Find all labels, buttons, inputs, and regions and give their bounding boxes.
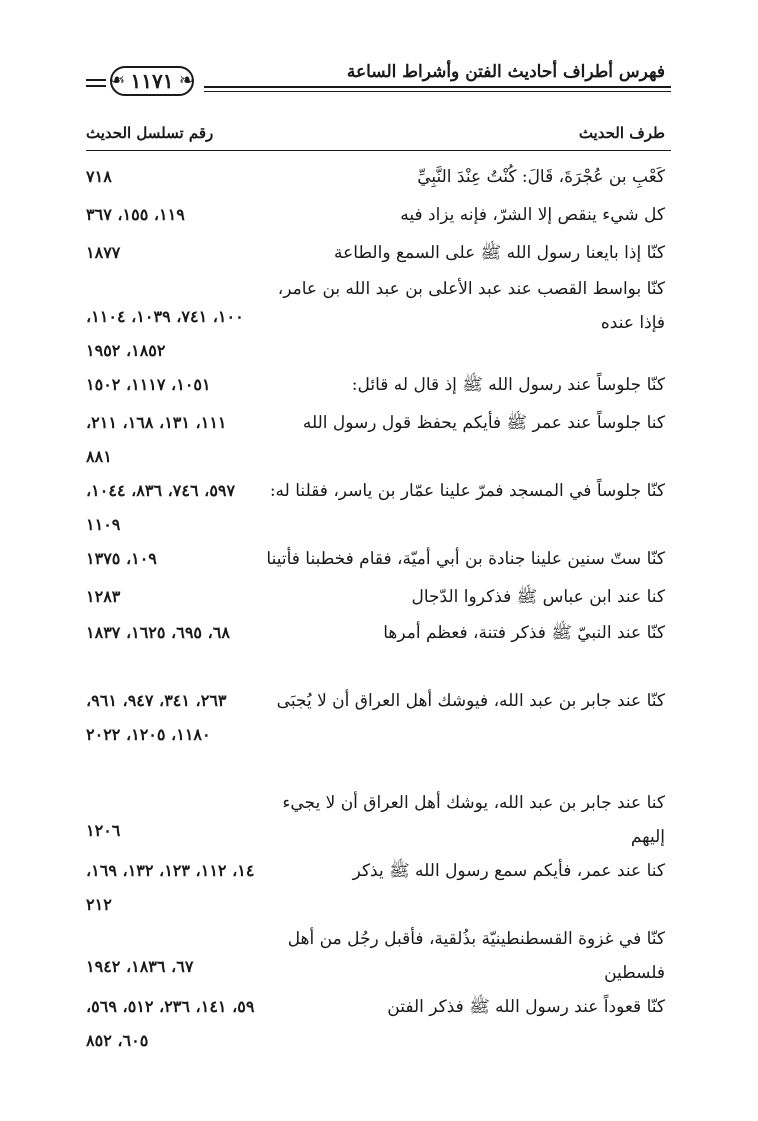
running-title: فهرس أطراف أحاديث الفتن وأشراط الساعة — [346, 62, 665, 82]
ornament-frame-icon — [110, 66, 194, 96]
hadith-numbers: ٥٩٧، ٧٤٦، ٨٣٦، ١٠٤٤، ١١٠٩ — [86, 481, 236, 534]
hadith-numbers: ١٤، ١١٢، ١٢٣، ١٣٢، ١٦٩، ٢١٢ — [86, 861, 255, 914]
hadith-end-text: كنّا جلوساً عند رسول الله ﷺ إذ قال له قائل: — [351, 375, 665, 395]
hadith-numbers: ١١١، ١٣١، ١٦٨، ٢١١، ٨٨١ — [86, 413, 227, 466]
hadith-numbers: ١٠٥١، ١١١٧، ١٥٠٢ — [86, 375, 211, 394]
hadith-numbers: ٦٧، ١٨٣٦، ١٩٤٢ — [86, 957, 194, 976]
heading-underline — [191, 150, 671, 151]
divider — [86, 79, 106, 81]
hadith-numbers: ١١٩، ١٥٥، ٣٦٧ — [86, 205, 185, 224]
hadith-end-text: كنا عند عمر، فأيكم سمع رسول الله ﷺ يذكر — [352, 861, 665, 881]
page-number: ❧ ١١٧١ — [130, 69, 174, 93]
page-number-ornament — [86, 64, 204, 100]
hadith-end-text: كنّا جلوساً في المسجد فمرّ علينا عمّار بن ياسر، فقلنا له: — [269, 481, 665, 501]
hadith-end-text: كنّا قعوداً عند رسول الله ﷺ فذكر الفتن — [387, 997, 665, 1017]
hadith-end-text: كنّا ستّ سنين علينا جنادة بن أبي أميّة، فقام فخطبنا فأتينا — [266, 549, 665, 569]
sequence-numbers-heading: رقم تسلسل الحديث — [86, 124, 214, 142]
hadith-end-text: كنّا إذا بايعنا رسول الله ﷺ على السمع والطاعة — [334, 243, 665, 263]
hadith-end-text: كنّا عند جابر بن عبد الله، فيوشك أهل العراق أن لا يُجبَى — [276, 691, 665, 711]
divider — [86, 85, 106, 87]
hadith-end-text: كنّا عند النبيّ ﷺ فذكر فتنة، فعظم أمرها — [383, 623, 665, 643]
hadith-numbers: ١٠٩، ١٣٧٥ — [86, 549, 157, 568]
hadith-numbers: ٢٦٣، ٣٤١، ٩٤٧، ٩٦١، ١١٨٠، ١٢٠٥، ٢٠٢٢ — [86, 691, 227, 744]
hadith-end-text: كنا جلوساً عند عمر ﷺ فأيكم يحفظ قول رسول الله — [302, 413, 665, 433]
hadith-numbers: ٦٨، ٦٩٥، ١٦٢٥، ١٨٣٧ — [86, 623, 230, 642]
hadith-end-text: كنّا بواسط القصب عند عبد الأعلى بن عبد الله بن عامر، فإذا عنده — [277, 279, 665, 333]
header-rule — [204, 86, 671, 88]
column-headings — [86, 118, 671, 158]
hadith-end-text: كنا عند جابر بن عبد الله، يوشك أهل العراق أن لا يجيء إليهم — [282, 793, 665, 847]
hadith-numbers: ١٠٠، ٧٤١، ١٠٣٩، ١١٠٤، ١٨٥٢، ١٩٥٢ — [86, 307, 244, 360]
hadith-numbers: ٧١٨ — [86, 167, 112, 186]
header-rule-thin — [204, 91, 671, 92]
hadith-end-text: كنا عند ابن عباس ﷺ فذكروا الدّجال — [411, 587, 665, 607]
hadith-end-text: كل شيء ينقص إلا الشرّ، فإنه يزاد فيه — [400, 205, 665, 225]
hadith-numbers: ١٢٠٦ — [86, 821, 121, 840]
page-header — [86, 52, 671, 104]
hadith-end-heading: طرف الحديث — [578, 124, 665, 142]
hadith-numbers: ١٨٧٧ — [86, 243, 121, 262]
hadith-end-text: كَعْبِ بن عُجْرَةَ، قَالَ: كُنْتُ عِنْدَ النَّبِيِّ — [417, 167, 665, 187]
hadith-end-text: كنّا في غزوة القسطنطينيّة بذُلقية، فأقبل رجُل من أهل فلسطين — [287, 929, 665, 983]
hadith-numbers: ٥٩، ١٤١، ٢٣٦، ٥١٢، ٥٦٩، ٦٠٥، ٨٥٢ — [86, 997, 255, 1050]
hadith-numbers: ١٢٨٣ — [86, 587, 121, 606]
